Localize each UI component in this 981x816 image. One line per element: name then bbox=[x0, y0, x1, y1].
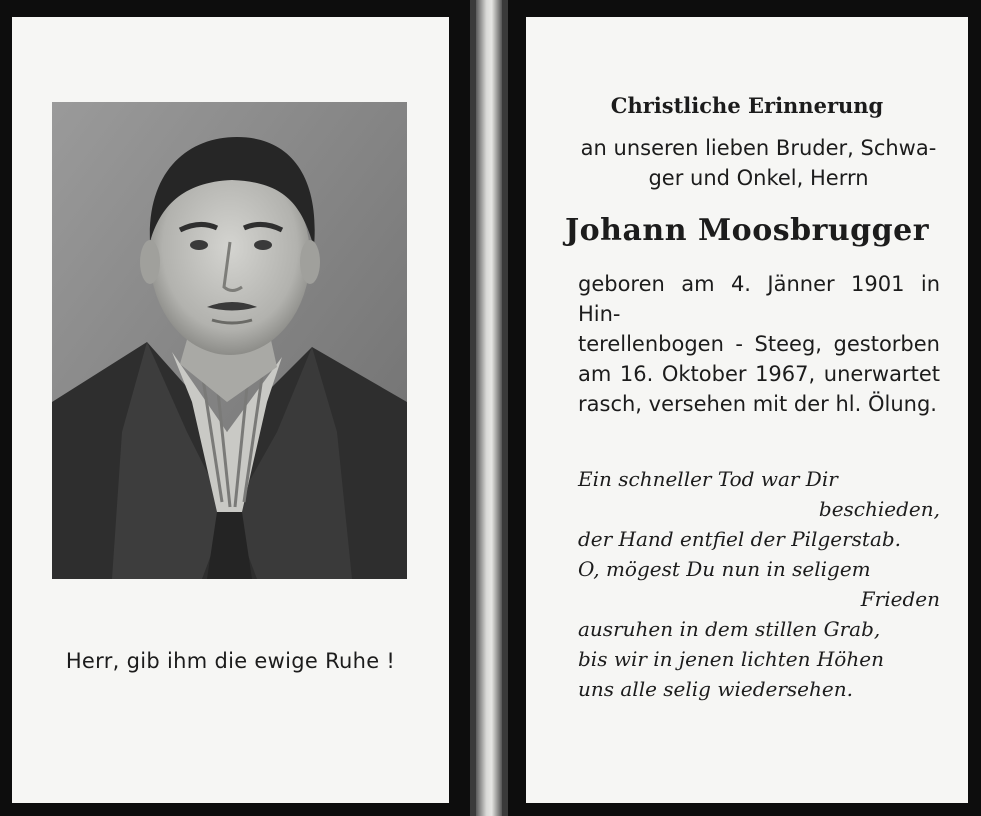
card-heading: Christliche Erinnerung bbox=[610, 93, 884, 118]
bio-line: terellenbogen - Steeg, gestorben bbox=[578, 332, 940, 356]
deceased-name: Johann Moosbrugger bbox=[564, 213, 930, 248]
poem-line: beschieden, bbox=[818, 497, 940, 521]
poem-line: bis wir in jenen lichten Höhen bbox=[578, 647, 884, 671]
bio-line: rasch, versehen mit der hl. Ölung. bbox=[578, 392, 937, 416]
poem-line: O, mögest Du nun in seligem bbox=[578, 557, 871, 581]
poem-line: Frieden bbox=[860, 587, 940, 611]
bio-line: am 16. Oktober 1967, unerwartet bbox=[578, 362, 940, 386]
portrait-illustration bbox=[52, 102, 407, 579]
poem-line: uns alle selig wiedersehen. bbox=[578, 677, 853, 701]
intro-line: an unseren lieben Bruder, Schwa- bbox=[580, 136, 937, 160]
poem-line: Ein schneller Tod war Dir bbox=[578, 467, 838, 491]
poem-line: der Hand entfiel der Pilgerstab. bbox=[578, 527, 902, 551]
intro-line: ger und Onkel, Herrn bbox=[648, 166, 869, 190]
intro-text bbox=[576, 133, 941, 193]
scan-fold bbox=[476, 0, 502, 816]
memorial-card-front bbox=[12, 17, 449, 803]
portrait-photo bbox=[52, 102, 407, 579]
memorial-card-back bbox=[526, 17, 968, 803]
biography-text bbox=[578, 269, 940, 419]
bio-line: geboren am 4. Jänner 1901 in Hin- bbox=[578, 272, 940, 326]
poem-line: ausruhen in dem stillen Grab, bbox=[578, 617, 881, 641]
prayer-caption: Herr, gib ihm die ewige Ruhe ! bbox=[65, 649, 396, 673]
memorial-poem bbox=[578, 464, 940, 704]
